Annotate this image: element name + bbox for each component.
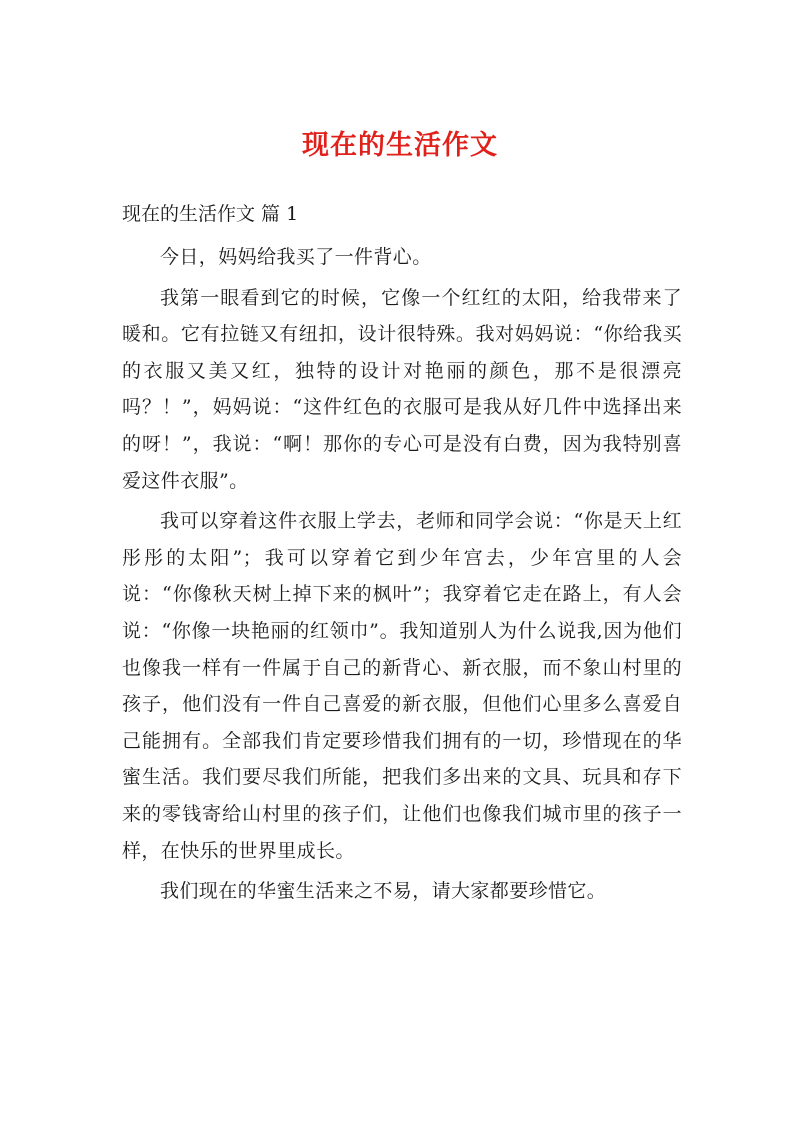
paragraph: 今日，妈妈给我买了一件背心。 [160, 246, 432, 268]
section-heading: 现在的生活作文 篇 1 [122, 203, 299, 225]
essay-body [122, 239, 682, 914]
paragraph: 我们现在的华蜜生活来之不易，请大家都要珍惜它。 [160, 880, 607, 903]
paragraph: 我第一眼看到它的时候，它像一个红红的太阳，给我带来了暖和。它有拉链又有纽扣，设计很特殊。我对妈妈说：“你给我买的衣服又美又红，独特的设计对艳丽的颜色，那不是很漂亮吗？！”，妈妈说：“这件红色的衣服可是我从好几件中选择出来的呀！”，我说：“啊！那你的专心可是没有白费，因为我特别喜爱这件衣服”。 [122, 286, 682, 492]
document-title: 现在的生活作文 [302, 130, 498, 161]
paragraph: 我可以穿着这件衣服上学去，老师和同学会说：“你是天上红彤彤的太阳”；我可以穿着它到少年宫去，少年宫里的人会说：“你像秋天树上掉下来的枫叶”；我穿着它走在路上，有人会说：“你像一块艳丽的红领巾”。我知道别人为什么说我,因为他们也像我一样有一件属于自己的新背心、新衣服，而不象山村里的孩子，他们没有一件自己喜爱的新衣服，但他们心里多么喜爱自己能拥有。全部我们肯定要珍惜我们拥有的一切，珍惜现在的华蜜生活。我们要尽我们所能，把我们多出来的文具、玩具和存下来的零钱寄给山村里的孩子们，让他们也像我们城市里的孩子一样，在快乐的世界里成长。 [122, 510, 682, 862]
